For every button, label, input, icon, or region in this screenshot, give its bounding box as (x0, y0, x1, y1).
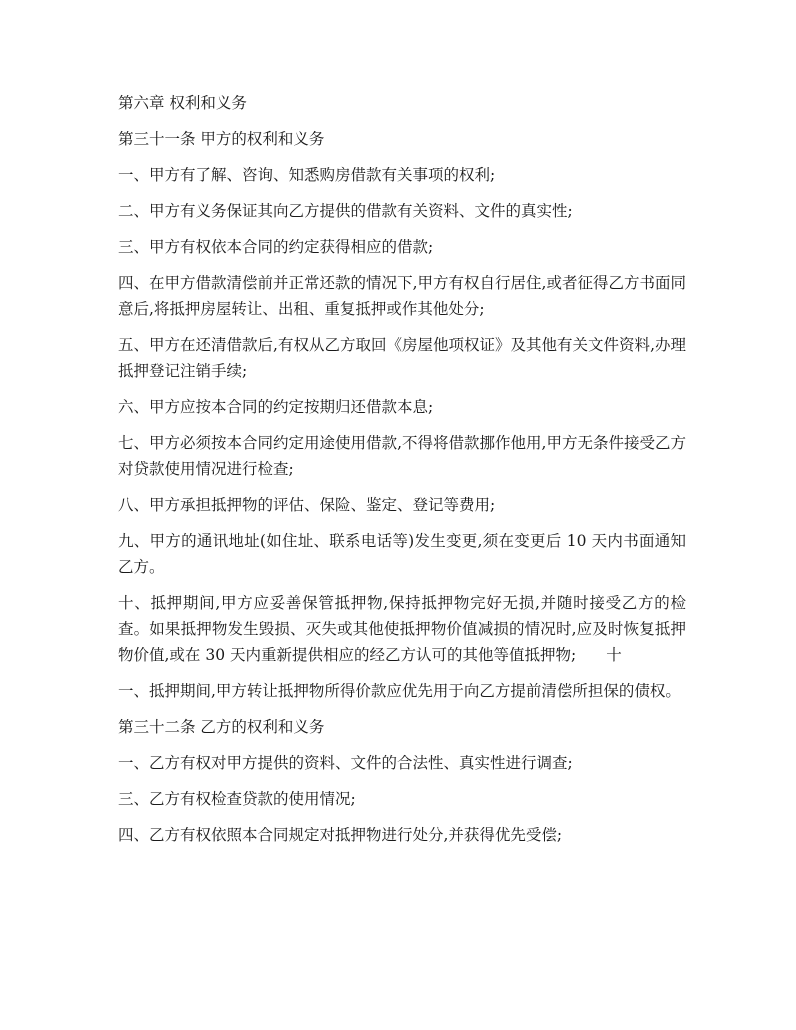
article-31-item-4: 四、在甲方借款清偿前并正常还款的情况下,甲方有权自行居住,或者征得乙方书面同意后,将抵押房屋转让、出租、重复抵押或作其他处分; (118, 274, 686, 318)
article-31-item-9: 九、甲方的通讯地址(如住址、联系电话等)发生变更,须在变更后 10 天内书面通知乙方。 (118, 532, 686, 576)
article-31-item-7: 七、甲方必须按本合同约定用途使用借款,不得将借款挪作他用,甲方无条件接受乙方对贷款使用情况进行检查; (118, 434, 686, 478)
article-31-item-11: 一、抵押期间,甲方转让抵押物所得价款应优先用于向乙方提前清偿所担保的债权。 (118, 682, 681, 700)
article-31-item-2: 二、甲方有义务保证其向乙方提供的借款有关资料、文件的真实性; (118, 202, 573, 220)
article-31-item-8: 八、甲方承担抵押物的评估、保险、鉴定、登记等费用; (118, 496, 496, 514)
article-31-item-5: 五、甲方在还清借款后,有权从乙方取回《房屋他项权证》及其他有关文件资料,办理抵押登记注销手续; (118, 336, 686, 380)
article-31-item-10-trailing: 十 (606, 646, 622, 664)
article-32-title: 第三十二条 乙方的权利和义务 (118, 718, 325, 736)
article-31-item-1: 一、甲方有了解、咨询、知悉购房借款有关事项的权利; (118, 166, 496, 184)
article-32-item-3: 三、乙方有权检查贷款的使用情况; (118, 790, 356, 808)
chapter-title: 第六章 权利和义务 (118, 94, 247, 112)
article-32-item-4: 四、乙方有权依照本合同规定对抵押物进行处分,并获得优先受偿; (118, 826, 563, 844)
article-31-title: 第三十一条 甲方的权利和义务 (118, 130, 325, 148)
article-32-item-1: 一、乙方有权对甲方提供的资料、文件的合法性、真实性进行调查; (118, 754, 573, 772)
document-body (118, 90, 686, 858)
article-31-item-10-text: 十、抵押期间,甲方应妥善保管抵押物,保持抵押物完好无损,并随时接受乙方的检查。如果抵押物发生毁损、灭失或其他使抵押物价值减损的情况时,应及时恢复抵押物价值,或在 30 天内重新提供相应的经乙方认可的其他等值抵押物; (118, 594, 686, 664)
article-31-item-10 (118, 590, 686, 668)
article-31-item-6: 六、甲方应按本合同的约定按期归还借款本息; (118, 398, 434, 416)
article-31-item-3: 三、甲方有权依本合同的约定获得相应的借款; (118, 238, 434, 256)
